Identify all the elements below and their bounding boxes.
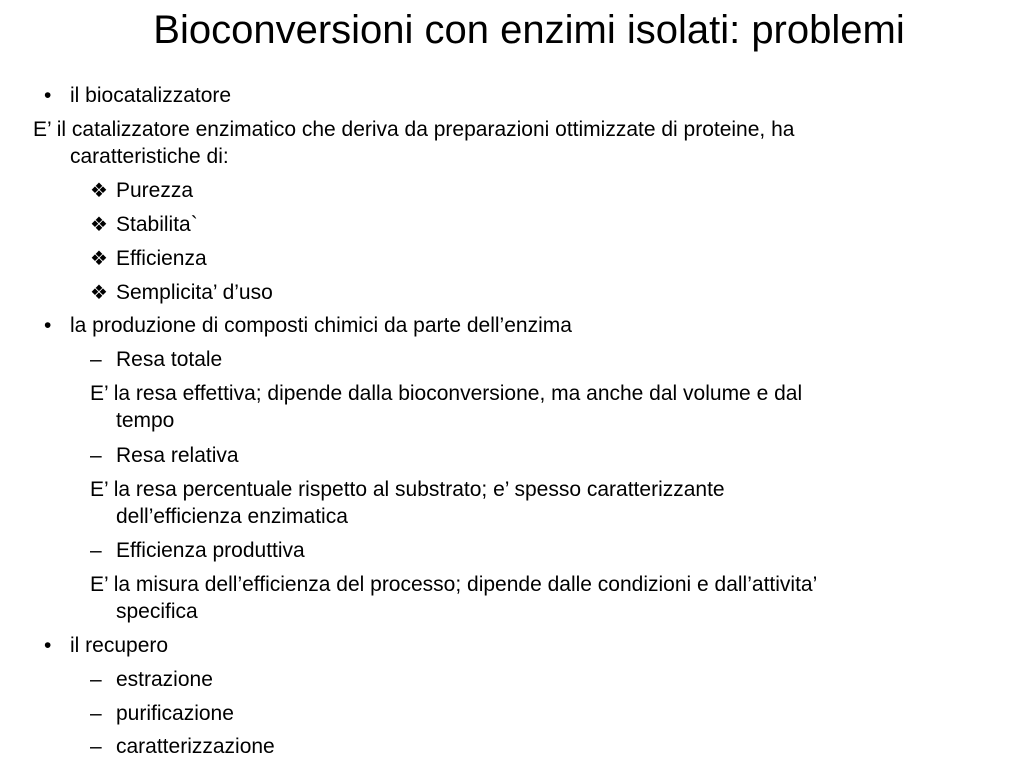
list-item: purificazione (116, 702, 234, 725)
entry-label: Efficienza produttiva (116, 539, 305, 562)
dash-icon: – (90, 735, 102, 758)
dash-icon: – (90, 702, 102, 725)
section-text-line: caratteristiche di: (70, 145, 229, 168)
list-item: Stabilita` (116, 213, 198, 236)
dash-icon: – (90, 668, 102, 691)
entry-label: Resa relativa (116, 444, 239, 467)
list-item: Purezza (116, 179, 194, 202)
entry-label: Resa totale (116, 348, 223, 371)
diamond-bullet-icon: ❖ (90, 214, 108, 236)
list-item: Semplicita’ d’uso (116, 281, 273, 304)
entry-desc-line: E’ la misura dell’efficienza del processo; dipende dalle condizioni e dall’attivita’ (90, 573, 818, 596)
list-item: caratterizzazione (116, 735, 275, 758)
diamond-bullet-icon: ❖ (90, 180, 108, 202)
entry-desc-line: tempo (116, 409, 175, 432)
entry-desc-line: E’ la resa effettiva; dipende dalla bioconversione, ma anche dal volume e dal (90, 382, 803, 405)
list-item: Efficienza (116, 247, 207, 270)
entry-desc-line: specifica (116, 600, 198, 623)
section-text-line: E’ il catalizzatore enzimatico che deriva da preparazioni ottimizzate di proteine, ha (33, 118, 795, 141)
bullet-icon: • (44, 84, 52, 107)
bullet-icon: • (44, 314, 52, 337)
entry-desc-line: E’ la resa percentuale rispetto al substrato; e’ spesso caratterizzante (90, 478, 725, 501)
bullet-icon: • (44, 634, 52, 657)
section-heading-biocatalizzatore: il biocatalizzatore (70, 84, 232, 107)
section-heading-produzione: la produzione di composti chimici da parte dell’enzima (70, 314, 572, 337)
diamond-bullet-icon: ❖ (90, 282, 108, 304)
dash-icon: – (90, 539, 102, 562)
entry-desc-line: dell’efficienza enzimatica (116, 505, 348, 528)
diamond-bullet-icon: ❖ (90, 248, 108, 270)
dash-icon: – (90, 444, 102, 467)
dash-icon: – (90, 348, 102, 371)
slide-title: Bioconversioni con enzimi isolati: problemi (153, 8, 905, 52)
list-item: estrazione (116, 668, 213, 691)
section-heading-recupero: il recupero (70, 634, 169, 657)
